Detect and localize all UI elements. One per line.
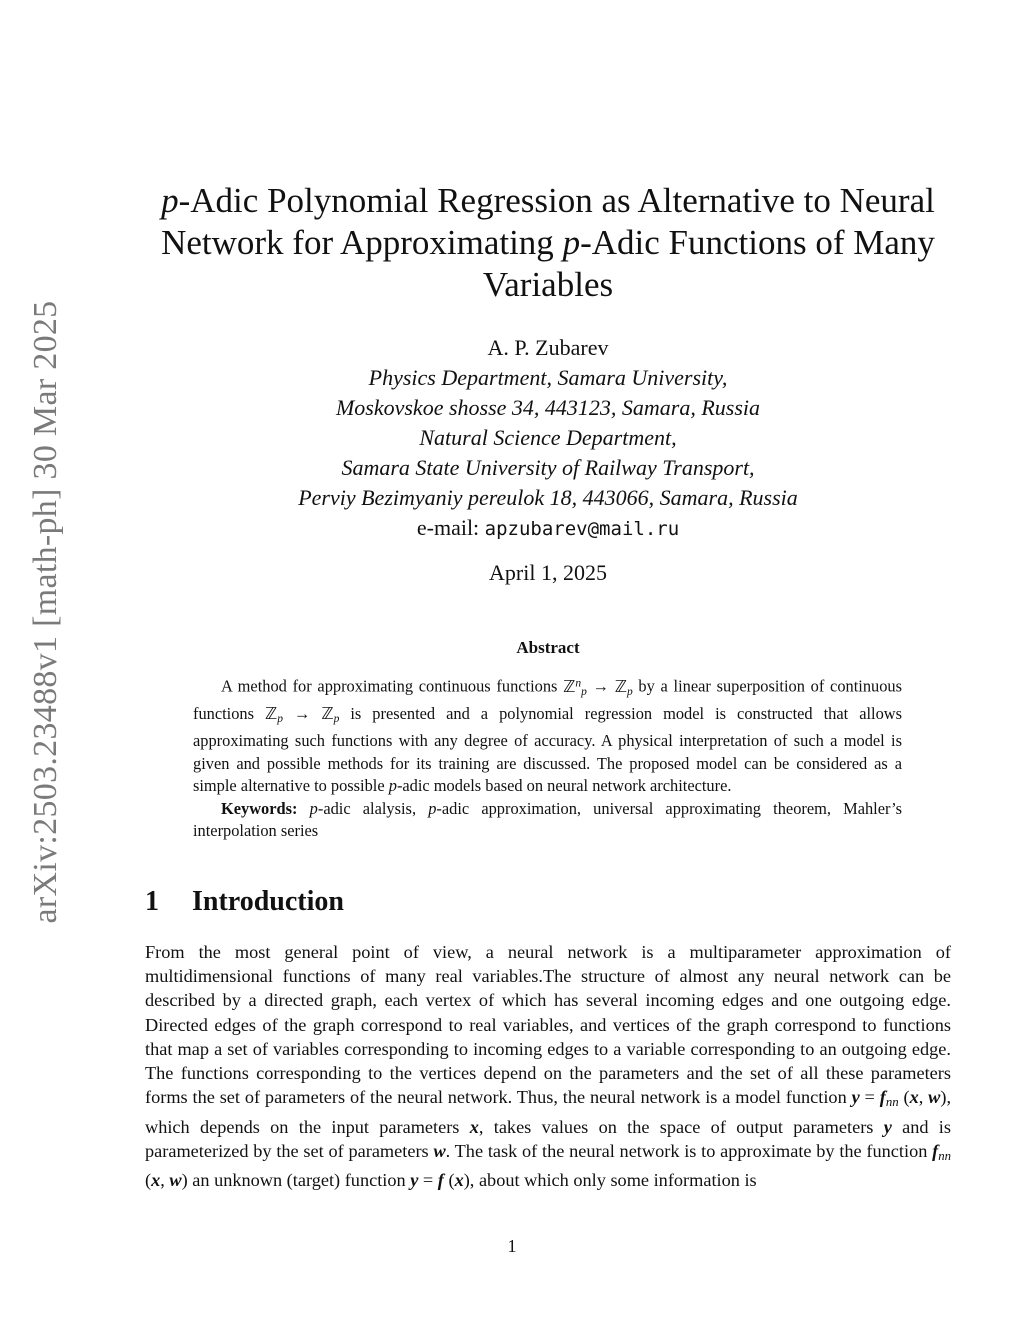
title-italic-p: p bbox=[562, 223, 581, 262]
affiliation-1: Physics Department, Samara University, bbox=[368, 365, 728, 390]
intro-text: an unknown (target) function bbox=[187, 1170, 411, 1191]
abstract-paragraph bbox=[193, 672, 902, 798]
abstract-text: A method for approximating continuous functions bbox=[221, 676, 564, 696]
intro-text: , about which only some information is bbox=[469, 1170, 757, 1191]
math-arrow: → bbox=[586, 676, 615, 696]
abstract-heading: Abstract bbox=[516, 638, 580, 657]
arxiv-identifier-stamp: arXiv:2503.23488v1 [math-ph] 30 Mar 2025 bbox=[27, 300, 64, 924]
affiliation-3: Samara State University of Railway Transport, bbox=[341, 455, 755, 480]
email-label: e-mail: bbox=[416, 515, 485, 540]
intro-text: and is parameterized by the set of parameters bbox=[145, 1116, 952, 1161]
math-x: x bbox=[469, 1116, 479, 1137]
math-Zpn: ℤ$^n_p$ bbox=[563, 676, 587, 698]
author-name: A. P. Zubarev bbox=[487, 335, 609, 360]
math-f: f bbox=[932, 1140, 939, 1161]
math-f: f bbox=[437, 1170, 444, 1191]
intro-text: , which depends on the input parameters bbox=[145, 1087, 952, 1137]
keywords-text: -adic approximation, universal approximating theorem, Mahler’s interpolation series bbox=[193, 798, 902, 841]
math-p: p bbox=[428, 798, 437, 818]
affiliation-2: Natural Science Department, bbox=[419, 425, 677, 450]
math-Zp: ℤ$_p$ bbox=[614, 676, 633, 698]
math-w: w bbox=[928, 1087, 941, 1108]
math-x: x bbox=[909, 1087, 919, 1108]
paper-date: April 1, 2025 bbox=[489, 560, 607, 585]
math-x: x bbox=[151, 1170, 161, 1191]
math-w: w bbox=[169, 1170, 182, 1191]
math-w: w bbox=[433, 1140, 446, 1161]
page-number: 1 bbox=[507, 1236, 517, 1256]
title-text-part-2: -Adic Functions of Many Variables bbox=[482, 223, 935, 304]
math-Zp: ℤ$_p$ bbox=[321, 704, 340, 725]
section-heading-introduction bbox=[145, 886, 344, 918]
math-y: y bbox=[883, 1116, 892, 1137]
math-x: x bbox=[454, 1170, 464, 1191]
section-number: 1 bbox=[145, 886, 159, 917]
email-address: apzubarev@mail.ru bbox=[484, 518, 680, 540]
abstract-text: is presented and a polynomial regression model is constructed that allows approximating such functions with any degree of accuracy. A physical interpretation of such a model is given and possible methods for its training are discussed. The proposed model can be considered as a simple alternative to possible bbox=[193, 704, 902, 796]
abstract-body bbox=[193, 672, 902, 843]
title-text-part-1: -Adic Polynomial Regression as Alternative to Neural Network for Approximating bbox=[161, 181, 935, 262]
math-p: p bbox=[388, 776, 397, 796]
intro-text: , takes values on the space of output parameters bbox=[478, 1116, 884, 1137]
abstract-text: by a linear superposition of continuous functions bbox=[193, 676, 902, 724]
math-p: p bbox=[309, 798, 318, 818]
math-f: f bbox=[879, 1087, 886, 1108]
keywords-label: Keywords: bbox=[221, 798, 298, 818]
math-nn: nn bbox=[885, 1095, 899, 1110]
section-title: Introduction bbox=[192, 886, 344, 917]
keywords-text: -adic alalysis, bbox=[317, 798, 429, 818]
math-nn: nn bbox=[938, 1149, 952, 1163]
math-y: y bbox=[851, 1087, 860, 1108]
address-2: Perviy Bezimyaniy pereulok 18, 443066, Samara, Russia bbox=[298, 485, 798, 510]
math-y: y bbox=[410, 1170, 419, 1191]
email-line bbox=[130, 513, 966, 544]
abstract-text: -adic models based on neural network architecture. bbox=[396, 776, 732, 796]
intro-paragraph: From the most general point of view, a neural network is a multiparameter approximation of multidimensional functions of many real variables.The structure of almost any neural network can be described by a directed graph, each vertex of which has several incoming edges and one outgoing edge. Directed edges of the graph correspond to real variables, and vertices of the graph correspond to functions that map a set of variables corresponding to incoming edges to a variable corresponding to an outgoing edge. The functions corresponding to the vertices depend on the parameters and the set of all these parameters forms the set of parameters of the neural network. Thus, the neural network is a model function $y = f_{nn}$ (x, w), which depends on the input parameters x, takes values on the space of output parameters y and is parameterized by the set of parameters w. The task of the neural network is to approximate by the function $f_{nn}$ (x, w) an unknown (target) function y = f (x), about which only some information is bbox=[145, 942, 952, 1191]
math-arrow: → bbox=[282, 704, 322, 724]
keywords-paragraph bbox=[193, 798, 902, 843]
math-Zp: ℤ$_p$ bbox=[265, 704, 283, 725]
title-italic-p: p bbox=[161, 181, 179, 220]
author-block bbox=[130, 333, 966, 544]
intro-text: . The task of the neural network is to approximate by the function bbox=[445, 1140, 933, 1161]
introduction-body bbox=[145, 940, 951, 1192]
address-1: Moskovskoe shosse 34, 443123, Samara, Russia bbox=[335, 395, 761, 420]
intro-text: From the most general point of view, a neural network is a multiparameter approximation of multidimensional functions of many real variables.The structure of almost any neural network can be described by a directed graph, each vertex of which has several incoming edges and one outgoing edge. Directed edges of the graph correspond to real variables, and vertices of the graph correspond to functions that map a set of variables corresponding to incoming edges to a variable corresponding to an outgoing edge. The functions corresponding to the vertices depend on the parameters and the set of all these parameters forms the set of parameters of the neural network. Thus, the neural network is a model function bbox=[145, 942, 951, 1108]
paper-title bbox=[130, 180, 966, 306]
